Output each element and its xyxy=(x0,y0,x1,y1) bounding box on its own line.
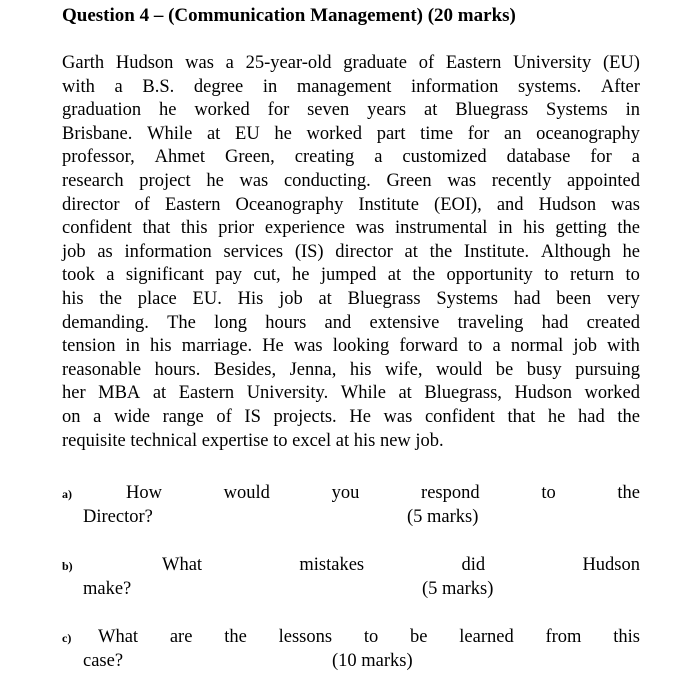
word: took xyxy=(62,265,95,286)
word: job xyxy=(279,288,303,309)
paragraph-line xyxy=(62,359,640,383)
word: Ahmet xyxy=(154,147,206,168)
word: at xyxy=(398,383,412,404)
word: he xyxy=(206,170,224,191)
question-word: learned xyxy=(459,627,514,647)
word: was xyxy=(355,218,385,239)
word: that xyxy=(507,406,536,427)
word: and xyxy=(324,312,352,333)
paragraph-line xyxy=(62,335,640,359)
word: was xyxy=(293,336,323,357)
word: director xyxy=(335,241,393,262)
word: his xyxy=(349,359,372,380)
word: The xyxy=(167,312,196,333)
word: EU xyxy=(235,123,260,144)
word: Hudson xyxy=(115,53,174,73)
word: at xyxy=(404,241,418,262)
word: a xyxy=(374,147,383,168)
word: instrumental xyxy=(394,218,488,239)
word: with xyxy=(62,76,95,97)
paragraph-line xyxy=(62,264,640,288)
question-start xyxy=(62,626,138,650)
paragraph-line xyxy=(62,146,640,170)
word: the xyxy=(429,241,453,262)
word: Jenna, xyxy=(289,359,337,380)
word: that xyxy=(142,218,171,239)
word: (IS) xyxy=(294,241,324,262)
word: would xyxy=(435,359,483,380)
word: in xyxy=(125,336,140,357)
word: conducting. xyxy=(283,170,371,191)
question-line xyxy=(62,578,640,602)
word: worked xyxy=(584,383,640,404)
word: for xyxy=(267,100,290,121)
word: confident xyxy=(62,218,132,239)
question-marks: (5 marks) xyxy=(407,506,479,527)
word: and xyxy=(496,194,524,215)
question-line xyxy=(62,482,640,506)
word: to xyxy=(468,336,483,357)
word: for xyxy=(590,147,612,168)
line-text: requisite technical expertise to excel at his new job. xyxy=(62,430,444,451)
word: B.S. xyxy=(142,76,175,97)
paragraph-line xyxy=(62,170,640,194)
word: a xyxy=(492,336,501,357)
word: Although xyxy=(540,241,611,262)
word: Eastern xyxy=(445,53,502,73)
word: at xyxy=(152,383,167,404)
word: research xyxy=(62,170,124,191)
word: with xyxy=(607,336,640,357)
word: IS xyxy=(244,406,261,427)
word: the xyxy=(412,265,436,286)
word: appointed xyxy=(567,170,640,191)
word: Eastern xyxy=(164,194,221,215)
question-b xyxy=(62,554,640,601)
word: a xyxy=(106,265,115,286)
question-word: Hudson xyxy=(582,555,640,575)
word: hours xyxy=(265,312,307,333)
word: was xyxy=(447,170,477,191)
word: at xyxy=(423,100,438,121)
word: job xyxy=(62,241,86,262)
word: the xyxy=(617,218,640,239)
word: opportunity xyxy=(446,265,533,286)
question-start xyxy=(62,482,162,506)
word: pay xyxy=(215,265,243,286)
paragraph-line xyxy=(62,382,640,406)
question-marks: (5 marks) xyxy=(422,578,494,599)
word: After xyxy=(600,76,640,97)
word: jumped xyxy=(320,265,377,286)
word: an xyxy=(504,123,522,144)
question-label: c) xyxy=(62,631,72,645)
word: Bluegrass xyxy=(347,288,421,309)
question-start xyxy=(62,554,202,578)
word: been xyxy=(556,288,592,309)
word: (EU) xyxy=(602,53,640,73)
word: time xyxy=(420,123,454,144)
word: his xyxy=(150,336,172,357)
word: long xyxy=(214,312,247,333)
question-line xyxy=(62,650,640,674)
paragraph-line xyxy=(62,217,640,241)
word: forward xyxy=(399,336,458,357)
word: he xyxy=(547,406,566,427)
word: was xyxy=(383,406,413,427)
word: systems. xyxy=(518,76,582,97)
word: Hudson xyxy=(538,194,597,215)
paragraph-line xyxy=(62,312,640,336)
paragraph-line xyxy=(62,241,640,265)
word: oceanography xyxy=(536,123,640,144)
word: the xyxy=(99,288,122,309)
question-word: to xyxy=(541,483,556,503)
question-word: the xyxy=(224,627,247,647)
word: this xyxy=(180,218,208,239)
question-marks: (10 marks) xyxy=(332,650,413,671)
word: getting xyxy=(555,218,607,239)
word: reasonable xyxy=(62,359,142,380)
word: Hudson xyxy=(514,383,572,404)
word: a xyxy=(631,147,640,168)
word: 25-year-old xyxy=(245,53,332,73)
paragraph-line xyxy=(62,194,640,218)
word: his xyxy=(62,288,84,309)
word: had xyxy=(577,406,605,427)
word: job xyxy=(573,336,597,357)
word: professor, xyxy=(62,147,135,168)
word: wife, xyxy=(384,359,423,380)
word: her xyxy=(62,383,86,404)
word: of xyxy=(134,194,150,215)
word: he xyxy=(158,100,177,121)
word: extensive xyxy=(369,312,440,333)
word: at xyxy=(387,265,402,286)
word: he xyxy=(274,123,292,144)
word: his xyxy=(523,218,545,239)
question-heading: Question 4 – (Communication Management) (20 marks) xyxy=(62,5,516,26)
word: normal xyxy=(510,336,564,357)
word: project xyxy=(139,170,191,191)
question-word: this xyxy=(613,627,640,647)
word: Systems xyxy=(546,100,608,121)
question-word: to xyxy=(363,627,379,647)
word: Institute xyxy=(358,194,420,215)
word: recently xyxy=(491,170,552,191)
word: worked xyxy=(306,123,363,144)
paragraph-line xyxy=(62,123,640,147)
paragraph-line xyxy=(62,406,640,430)
word: demanding. xyxy=(62,312,149,333)
question-continuation: Director? xyxy=(83,506,153,527)
word: Brisbane. xyxy=(62,123,133,144)
word: created xyxy=(586,312,640,333)
word: looking xyxy=(332,336,390,357)
word: management xyxy=(296,76,392,97)
word: His xyxy=(237,288,264,309)
word: part xyxy=(376,123,406,144)
word: he xyxy=(292,265,310,286)
word: graduate xyxy=(343,53,407,73)
word: EU. xyxy=(192,288,222,309)
word: busy xyxy=(526,359,562,380)
word: very xyxy=(606,288,640,309)
word: Green xyxy=(386,170,432,191)
word: wide xyxy=(114,406,150,427)
question-a xyxy=(62,482,640,529)
case-paragraph xyxy=(62,52,640,453)
question-line xyxy=(62,626,640,650)
word: Bluegrass, xyxy=(424,383,502,404)
word: return xyxy=(569,265,615,286)
word: tension xyxy=(62,336,116,357)
word: hours. xyxy=(154,359,201,380)
word: at xyxy=(318,288,332,309)
word: cut, xyxy=(253,265,281,286)
word: customized xyxy=(402,147,487,168)
word: to xyxy=(544,265,559,286)
word: seven xyxy=(307,100,350,121)
word: experience xyxy=(264,218,345,239)
word: in xyxy=(262,76,278,97)
word: be xyxy=(495,359,514,380)
word: as xyxy=(97,241,113,262)
word: for xyxy=(467,123,490,144)
word: Systems xyxy=(436,288,499,309)
word: was xyxy=(239,170,269,191)
word: at xyxy=(206,123,221,144)
word: in xyxy=(498,218,513,239)
word: While xyxy=(340,383,386,404)
question-word: be xyxy=(410,627,428,647)
paragraph-line xyxy=(62,52,640,76)
word: Eastern xyxy=(178,383,235,404)
paragraph-line xyxy=(62,288,640,312)
paragraph-line xyxy=(62,430,640,454)
word: University. xyxy=(246,383,329,404)
question-label: a) xyxy=(62,487,72,501)
word: Besides, xyxy=(213,359,277,380)
question-word: lessons xyxy=(278,627,333,647)
word: years xyxy=(367,100,407,121)
question-label: b) xyxy=(62,559,73,573)
word: a xyxy=(225,53,234,73)
word: a xyxy=(114,76,123,97)
word: degree xyxy=(193,76,244,97)
question-line xyxy=(62,554,640,578)
word: information xyxy=(124,241,212,262)
word: MBA xyxy=(98,383,141,404)
word: prior xyxy=(218,218,255,239)
question-word: are xyxy=(169,627,193,647)
word: services xyxy=(223,241,284,262)
word: Garth xyxy=(62,53,105,73)
question-word: What xyxy=(162,555,203,575)
question-word: respond xyxy=(421,483,480,503)
word: creating xyxy=(294,147,355,168)
paragraph-line xyxy=(62,99,640,123)
question-word: How xyxy=(126,483,162,503)
word: on xyxy=(62,406,81,427)
question-word: What xyxy=(98,627,139,647)
word: pursuing xyxy=(575,359,640,380)
paragraph-line xyxy=(62,76,640,100)
word: While xyxy=(147,123,193,144)
word: traveling xyxy=(457,312,524,333)
word: was xyxy=(611,194,640,215)
word: significant xyxy=(125,265,204,286)
question-c xyxy=(62,626,640,673)
word: place xyxy=(137,288,177,309)
word: had xyxy=(513,288,541,309)
word: Institute. xyxy=(463,241,530,262)
word: (EOI), xyxy=(434,194,482,215)
word: in xyxy=(625,100,640,121)
word: of xyxy=(216,406,232,427)
word: a xyxy=(93,406,102,427)
word: worked xyxy=(194,100,250,121)
word: marriage. xyxy=(181,336,253,357)
word: was xyxy=(185,53,214,73)
word: graduation xyxy=(62,100,142,121)
word: had xyxy=(541,312,569,333)
word: confident xyxy=(424,406,495,427)
word: he xyxy=(622,241,640,262)
word: University xyxy=(513,53,592,73)
word: database xyxy=(506,147,571,168)
word: range xyxy=(162,406,204,427)
word: Oceanography xyxy=(235,194,344,215)
word: the xyxy=(617,406,640,427)
question-continuation: case? xyxy=(83,650,124,671)
question-word: the xyxy=(617,483,640,503)
question-word: did xyxy=(461,555,486,575)
word: information xyxy=(411,76,499,97)
question-line xyxy=(62,506,640,530)
question-word: from xyxy=(545,627,582,647)
word: He xyxy=(349,406,371,427)
word: Bluegrass xyxy=(455,100,529,121)
word: to xyxy=(625,265,640,286)
word: director xyxy=(62,194,120,215)
word: projects. xyxy=(273,406,337,427)
question-word: would xyxy=(223,483,270,503)
question-word: you xyxy=(331,483,360,503)
word: Green, xyxy=(224,147,275,168)
word: of xyxy=(418,53,435,73)
word: He xyxy=(262,336,284,357)
question-continuation: make? xyxy=(83,578,132,599)
question-word: mistakes xyxy=(299,555,365,575)
